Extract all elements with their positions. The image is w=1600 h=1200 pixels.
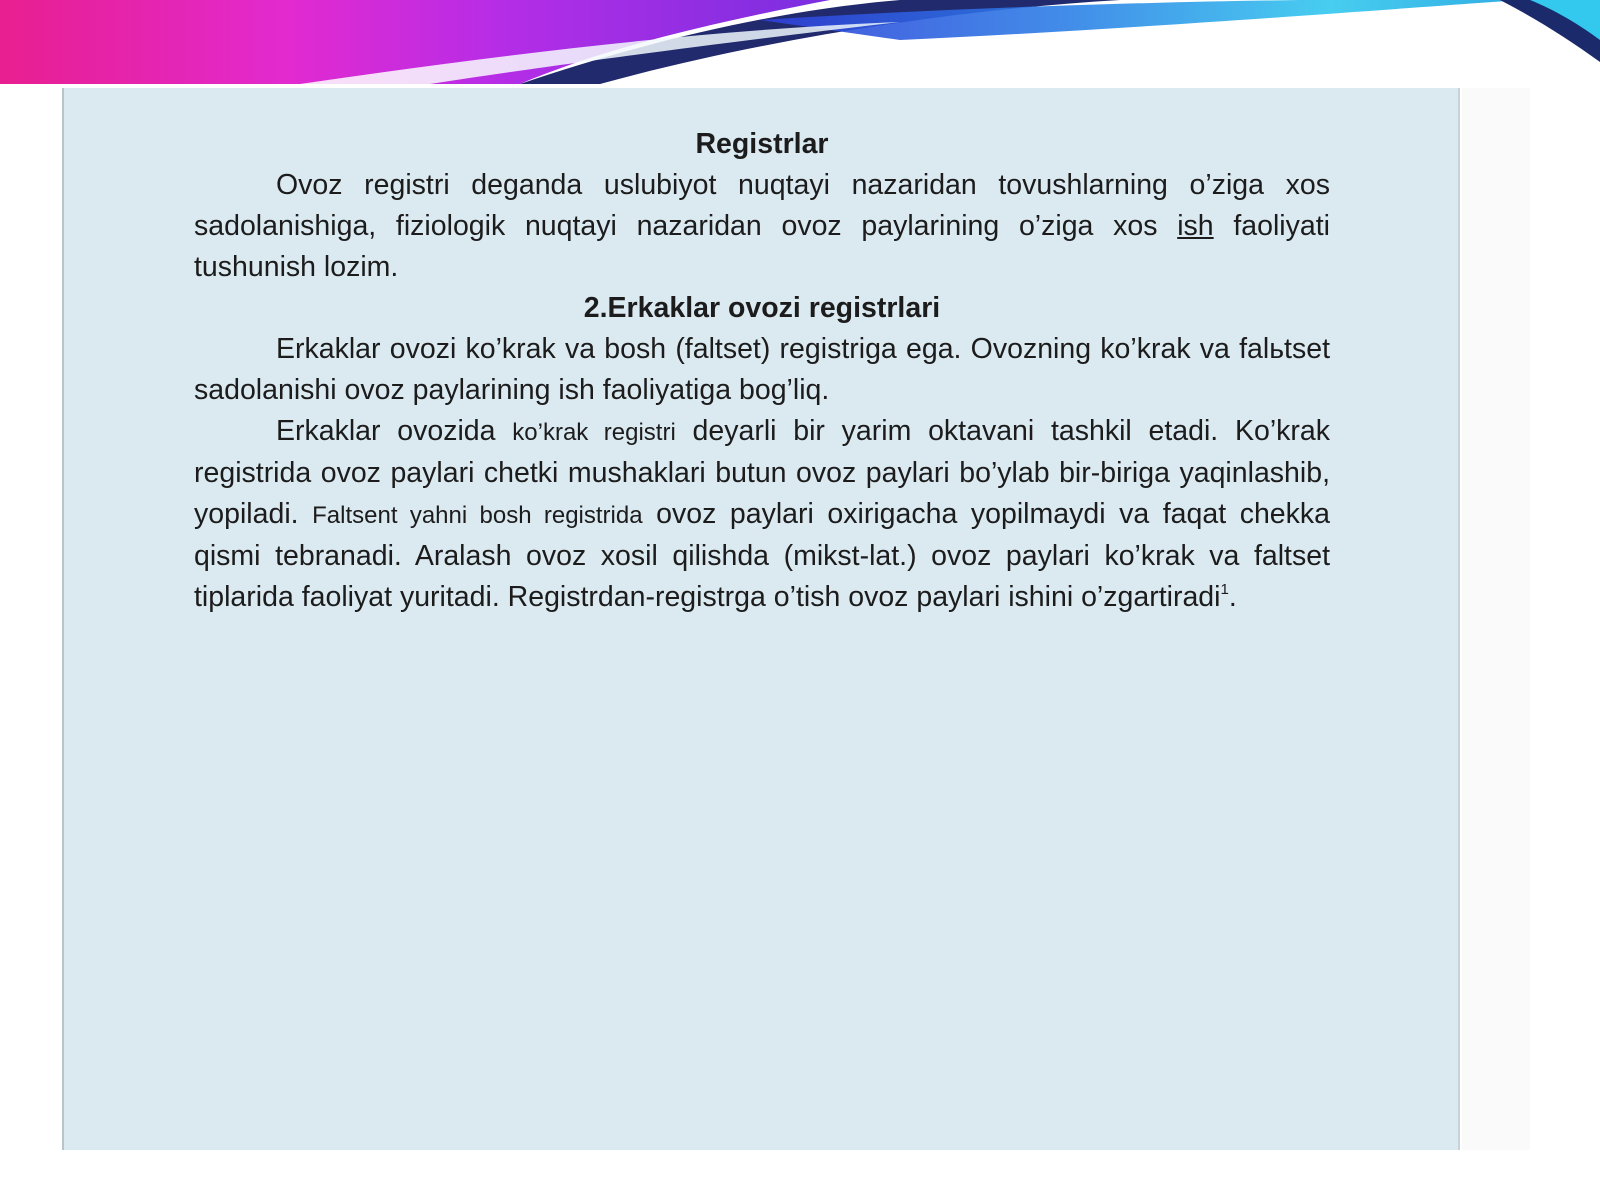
paragraph-1-end: faoliyati tushunish lozim.: [194, 210, 1330, 283]
paragraph-3: [194, 411, 1330, 618]
document-body: [194, 124, 1330, 618]
paragraph-1-start: Ovoz registri deganda uslubiyot nuqtayi nazaridan tovushlarning o’ziga xos sadolanishiga, fiziologik nuqtayi nazaridan ovoz paylarining o’ziga xos: [194, 169, 1330, 242]
paragraph-3-part-3: ovoz paylari oxirigacha yopilmaydi va faqat chekka qismi tebranadi. Aralash ovoz xosil qilishda (mikst-lat.) ovoz paylari ko’krak va faltset tiplarida faoliyat yuritadi. Registrdan-registrga o’tish ovoz paylari ishini o’zgartiradi: [194, 498, 1331, 613]
document-title: Registrlar: [695, 128, 829, 160]
footnote-mark: 1: [1220, 581, 1229, 598]
background-margin: [1462, 88, 1530, 1150]
paragraph-3-small-text-1: ko’krak registri: [512, 419, 676, 446]
underlined-word: ish: [1177, 210, 1214, 242]
decorative-banner: [0, 0, 1600, 90]
paragraph-3-part-2: deyarli bir yarim oktavani tashkil etadi. Ko’krak registrida ovoz paylari chetki mushaklari butun ovoz paylari bo’ylab bir-biriga yaqinlashib, yopiladi.: [194, 415, 1331, 530]
paragraph-3-end: .: [1228, 581, 1237, 613]
paragraph-2: Erkaklar ovozi ko’krak va bosh (faltset) registriga ega. Ovozning ko’krak va falьtset sadolanishi ovoz paylarining ish faoliyatiga bog’liq.: [194, 333, 1330, 406]
section-heading: 2.Erkaklar ovozi registrlari: [583, 292, 941, 324]
paragraph-1: [194, 165, 1330, 288]
paragraph-3-part-1: Erkaklar ovozida: [276, 415, 513, 447]
paragraph-3-small-text-2: Faltsent yahni bosh registrida: [312, 502, 643, 529]
